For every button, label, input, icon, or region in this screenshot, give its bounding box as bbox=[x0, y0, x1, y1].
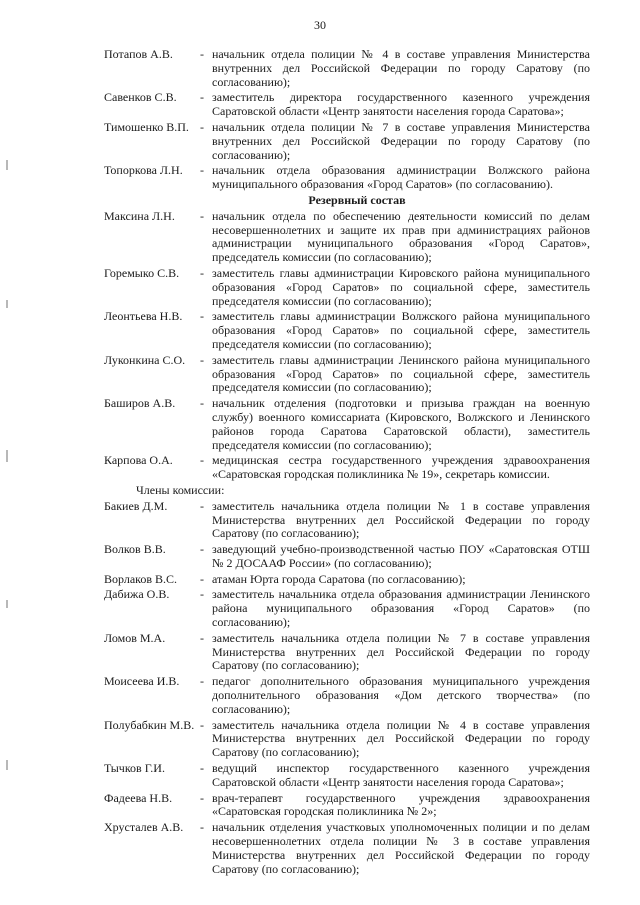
entry-dash: - bbox=[200, 265, 204, 280]
person-name: Потапов А.В. bbox=[104, 47, 173, 61]
entry-dash: - bbox=[200, 587, 204, 602]
person-name: Тимошенко В.П. bbox=[104, 119, 189, 134]
person-entry bbox=[104, 792, 590, 820]
person-name: Горемыко С.В. bbox=[104, 265, 180, 280]
person-entry bbox=[104, 500, 590, 541]
person-position: врач-терапевт государственного учреждения здравоохранения «Саратовская городская поликлиника № 2»; bbox=[212, 790, 590, 819]
entry-dash: - bbox=[200, 674, 204, 689]
person-name: Волков В.В. bbox=[104, 542, 166, 557]
entry-dash: - bbox=[200, 790, 204, 805]
person-name: Моисеева И.В. bbox=[104, 674, 180, 689]
person-position: начальник отдела полиции № 4 в составе управления Министерства внутренних дел Российской Федерации по городу Саратову (по согласованию); bbox=[212, 47, 590, 89]
entry-dash: - bbox=[200, 630, 204, 645]
entry-dash: - bbox=[200, 453, 204, 468]
person-name: Луконкина С.О. bbox=[104, 352, 186, 367]
person-entry bbox=[104, 719, 590, 760]
person-name: Бакиев Д.М. bbox=[104, 498, 168, 513]
scan-mark bbox=[6, 760, 8, 770]
person-position: медицинская сестра государственного учреждения здравоохранения «Саратовская городская поликлиника № 19», секретарь комиссии. bbox=[212, 453, 590, 482]
entry-dash: - bbox=[200, 352, 204, 367]
person-name: Карпова О.А. bbox=[104, 453, 173, 468]
person-entry bbox=[104, 267, 590, 308]
person-entry bbox=[104, 454, 590, 482]
person-entry bbox=[104, 310, 590, 351]
entry-dash: - bbox=[200, 119, 204, 134]
person-entry bbox=[104, 48, 590, 89]
person-name: Савенков С.В. bbox=[104, 90, 177, 105]
page-number: 30 bbox=[314, 18, 326, 32]
person-name: Баширов А.В. bbox=[104, 396, 176, 411]
entry-dash: - bbox=[200, 761, 204, 776]
person-name: Ломов М.А. bbox=[104, 630, 166, 645]
person-entry bbox=[104, 210, 590, 265]
entry-dash: - bbox=[200, 208, 204, 223]
person-entry bbox=[104, 632, 590, 673]
person-entry bbox=[104, 121, 590, 162]
reserve-section-title: Резервный состав bbox=[308, 192, 406, 207]
commission-list-continued bbox=[104, 48, 590, 192]
person-name: Фадеева Н.В. bbox=[104, 790, 173, 805]
person-position: заместитель главы администрации Кировского района муниципального образования «Город Саратов» по социальной сфере, заместитель председателя комиссии (по согласованию); bbox=[212, 265, 590, 308]
person-position: атаман Юрта города Саратова (по согласованию); bbox=[212, 571, 466, 586]
person-position: ведущий инспектор государственного казенного учреждения Саратовской области «Центр занятости населения города Саратова»; bbox=[212, 761, 590, 789]
person-position: начальник отделения участковых уполномоченных полиции и по делам несовершеннолетних отдела полиции № 3 в составе управления Министерства внутренних дел Российской Федерации по городу Саратову (по согласованию); bbox=[212, 820, 590, 876]
entry-dash: - bbox=[200, 309, 204, 324]
person-position: начальник отдела полиции № 7 в составе управления Министерства внутренних дел Российской Федерации по городу Саратову (по согласованию); bbox=[212, 119, 590, 162]
members-subheading: Члены комиссии: bbox=[136, 482, 225, 497]
person-entry bbox=[104, 164, 590, 192]
person-position: начальник отдела по обеспечению деятельности комиссий по делам несовершеннолетних и защите их прав при администрациях районов администрации муниципального образования «Город Саратов», председатель комиссии (по согласованию); bbox=[212, 208, 590, 265]
scan-mark bbox=[6, 450, 8, 462]
person-entry bbox=[104, 588, 590, 629]
person-entry bbox=[104, 762, 590, 790]
person-name: Ворлаков В.С. bbox=[104, 571, 178, 586]
person-name: Хрусталев А.В. bbox=[104, 820, 184, 835]
person-name: Максина Л.Н. bbox=[104, 208, 175, 223]
entry-dash: - bbox=[200, 571, 204, 586]
entry-dash: - bbox=[200, 498, 204, 513]
scan-mark bbox=[6, 600, 8, 608]
person-position: заместитель директора государственного казенного учреждения Саратовской области «Центр занятости населения города Саратова»; bbox=[212, 90, 590, 119]
scan-mark bbox=[6, 160, 8, 170]
entry-dash: - bbox=[200, 542, 204, 557]
person-entry bbox=[104, 821, 590, 876]
person-position: заместитель начальника отдела полиции № 1 в составе управления Министерства внутренних дел Российской Федерации по городу Саратову (по согласованию); bbox=[212, 498, 590, 541]
person-name: Полубабкин М.В. bbox=[104, 717, 195, 732]
person-entry bbox=[104, 91, 590, 119]
person-position: заместитель главы администрации Волжского района муниципального образования «Город Саратов» по социальной сфере, заместитель председателя комиссии (по согласованию); bbox=[212, 309, 590, 351]
entry-dash: - bbox=[200, 820, 204, 835]
scan-mark bbox=[6, 300, 8, 308]
entry-dash: - bbox=[200, 163, 204, 178]
entry-dash: - bbox=[200, 47, 204, 61]
person-entry bbox=[104, 573, 590, 587]
person-name: Топоркова Л.Н. bbox=[104, 163, 183, 178]
entry-dash: - bbox=[200, 396, 204, 411]
person-position: начальник отделения (подготовки и призыва граждан на военную службу) военного комиссариата (Кировского, Волжского и Ленинского районов города Саратова Саратовской области), заместитель председателя комиссии (по согласованию); bbox=[212, 396, 590, 452]
person-position: заместитель начальника отдела полиции № 7 в составе управления Министерства внутренних дел Российской Федерации по городу Саратову (по согласованию); bbox=[212, 630, 590, 673]
person-position: заместитель начальника отдела полиции № 4 в составе управления Министерства внутренних дел Российской Федерации по городу Саратову (по согласованию); bbox=[212, 717, 590, 760]
document-body bbox=[104, 48, 590, 878]
person-position: заместитель начальника отдела образования администрации Ленинского района муниципального образования «Город Саратов» (по согласованию); bbox=[212, 587, 590, 630]
reserve-list bbox=[104, 210, 590, 482]
members-list bbox=[104, 500, 590, 877]
person-name: Леонтьева Н.В. bbox=[104, 309, 183, 324]
person-entry bbox=[104, 354, 590, 395]
person-entry bbox=[104, 675, 590, 716]
person-entry bbox=[104, 397, 590, 452]
entry-dash: - bbox=[200, 90, 204, 105]
person-position: заместитель главы администрации Ленинского района муниципального образования «Город Саратов» по социальной сфере, заместитель председателя комиссии (по согласованию); bbox=[212, 352, 590, 395]
person-position: педагог дополнительного образования муниципального учреждения дополнительного образования «Дом детского творчества» (по согласованию); bbox=[212, 674, 590, 716]
entry-dash: - bbox=[200, 717, 204, 732]
person-name: Тычков Г.И. bbox=[104, 761, 165, 776]
scan-margin-marks bbox=[6, 0, 12, 905]
person-position: начальник отдела образования администрации Волжского района муниципального образования «Город Саратов» (по согласованию). bbox=[212, 163, 590, 192]
person-position: заведующий учебно-производственной частью ПОУ «Саратовская ОТШ № 2 ДОСААФ России» (по согласованию); bbox=[212, 542, 590, 570]
person-name: Дабижа О.В. bbox=[104, 587, 170, 602]
person-entry bbox=[104, 543, 590, 571]
